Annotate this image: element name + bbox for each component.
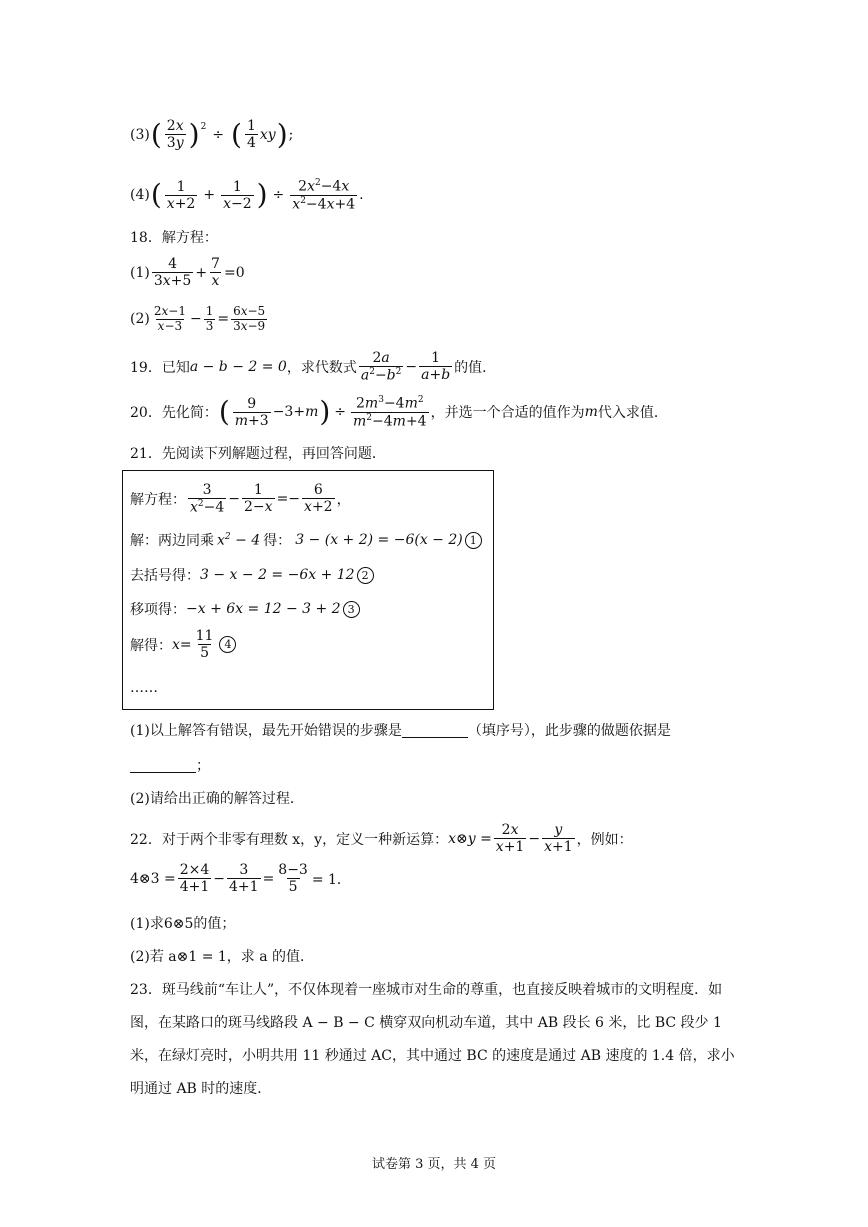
problem-17-item-4: (4) ( $\frac{1}{x+2}$ + $\frac{1}{x-2}$ ) ÷ $\frac{2x^2-4x}{x^2-4x+4}$ . — [130, 178, 364, 213]
question-19: 19．已知 a − b − 2 = 0 ，求代数式 $\frac{2a}{a^2-b^2}$ − $\frac{1}{a+b}$ 的值． — [130, 350, 497, 384]
fraction: $\frac{2x}{3y}$ — [166, 118, 184, 152]
page-footer: 试卷第 3 页，共 4 页 — [371, 1157, 497, 1172]
fraction: $\frac{2x^2-4x}{x^2-4x+4}$ — [292, 178, 356, 213]
question-22-definition: 22．对于两个非零有理数 x，y，定义一种新运算： x⊗y = $\frac{2x}{x+1}$ − $\frac{y}{x+1}$ ，例如： — [130, 822, 633, 856]
box-step-3: 移项得： −x + 6x = 12 − 3 + 2 3 — [130, 599, 360, 619]
box-equation: 解方程： $\frac{3}{x^2-4}$ − $\frac{1}{2-x}$ =− $\frac{6}{x+2}$ ， — [130, 482, 351, 516]
question-18-item-1: (1) $\frac{4}{3x+5}$ + $\frac{7}{x}$ =0 — [130, 256, 245, 290]
fraction: $\frac{6}{x+2}$ — [304, 482, 333, 516]
answer-blank[interactable] — [402, 723, 468, 738]
fraction: $\frac{2x}{x+1}$ — [495, 822, 525, 856]
fraction: $\frac{1}{4}$ — [246, 118, 256, 152]
fraction: $\frac{3}{x^2-4}$ — [190, 482, 225, 516]
fraction: $\frac{2\times 4}{4+1}$ — [179, 862, 210, 896]
step-marker: 4 — [219, 636, 236, 653]
fraction: $\frac{2a}{a^2-b^2}$ — [360, 350, 402, 384]
question-22-sub-1: (1)求6⊗5的值； — [130, 916, 236, 932]
question-18-item-2: (2) $\frac{2x-1}{x-3}$ − $\frac{1}{3}$ = $\frac{6x-5}{3x-9}$ — [130, 304, 266, 333]
fraction: $\frac{11}{5}$ — [195, 628, 214, 662]
step-marker: 1 — [465, 532, 482, 549]
fraction: $\frac{2m^3-4m^2}{m^2-4m+4}$ — [353, 395, 427, 430]
fraction: $\frac{4}{3x+5}$ — [153, 256, 192, 290]
fraction: $\frac{9}{m+3}$ — [234, 395, 269, 429]
question-22-example: 4⊗3 = $\frac{2\times 4}{4+1}$ − $\frac{3}{4+1}$ = $\frac{8-3}{5}$ = 1． — [130, 862, 351, 896]
fraction: $\frac{y}{x+1}$ — [544, 822, 573, 856]
box-ellipsis: …… — [130, 680, 158, 696]
problem-17-item-3: (3) ( $\frac{2x}{3y}$ ) 2 ÷ ( $\frac{1}{4}$ xy ) ; — [130, 117, 294, 152]
question-20: 20．先化简： ( $\frac{9}{m+3}$ −3+m ) ÷ $\frac{2m^3-4m^2}{m^2-4m+4}$ ，并选一个合适的值作为 m 代入求值． — [130, 395, 668, 430]
fraction: $\frac{2x-1}{x-3}$ — [153, 304, 186, 333]
question-21-title: 21．先阅读下列解题过程，再回答问题． — [130, 446, 386, 462]
question-23: 23．斑马线前“车让人”，不仅体现着一座城市对生命的尊重，也直接反映着城市的文明程度．如图，在某路口的斑马线路段 A − B − C 横穿双向机动车道，其中 AB 段长 6 米，比 BC 段少 1 米，在绿灯亮时，小明共用 11 秒通过 AC，其中通过 BC 的速度是通过 AB 速度的 1.4 倍，求小明通过 AB 时的速度． — [130, 982, 735, 1097]
question-21-sub-1: (1)以上解答有错误，最先开始错误的步骤是 （填序号），此步骤的做题依据是 — [130, 723, 671, 739]
fraction: $\frac{1}{2-x}$ — [244, 482, 273, 516]
answer-blank[interactable] — [130, 758, 196, 773]
fraction: $\frac{1}{x+2}$ — [166, 178, 196, 212]
step-marker: 2 — [357, 567, 374, 584]
question-21-sub-2: (2)请给出正确的解答过程． — [130, 791, 304, 807]
box-step-4: 解得： x = $\frac{11}{5}$ 4 — [130, 628, 236, 661]
fraction: $\frac{7}{x}$ — [211, 256, 220, 290]
fraction: $\frac{1}{a+b}$ — [421, 350, 451, 384]
question-21-sub-1-cont: ； — [130, 755, 210, 775]
item-label: (4) — [130, 187, 150, 204]
step-marker: 3 — [343, 601, 360, 618]
item-label: (3) — [130, 126, 150, 143]
box-step-1: 解：两边同乘 $x^2 - 4$ 得： 3 − (x + 2) = −6(x − 2) 1 — [130, 530, 482, 550]
fraction: $\frac{1}{3}$ — [205, 304, 214, 333]
question-22-sub-2: (2)若 a⊗1 = 1，求 a 的值． — [130, 949, 315, 965]
fraction: $\frac{1}{x-2}$ — [223, 178, 252, 212]
question-18-title: 18．解方程： — [130, 230, 218, 246]
fraction: $\frac{6x-5}{3x-9}$ — [233, 304, 266, 333]
fraction: $\frac{8-3}{5}$ — [278, 862, 308, 896]
fraction: $\frac{3}{4+1}$ — [229, 862, 259, 896]
box-step-2: 去括号得： 3 − x − 2 = −6x + 12 2 — [130, 565, 374, 585]
